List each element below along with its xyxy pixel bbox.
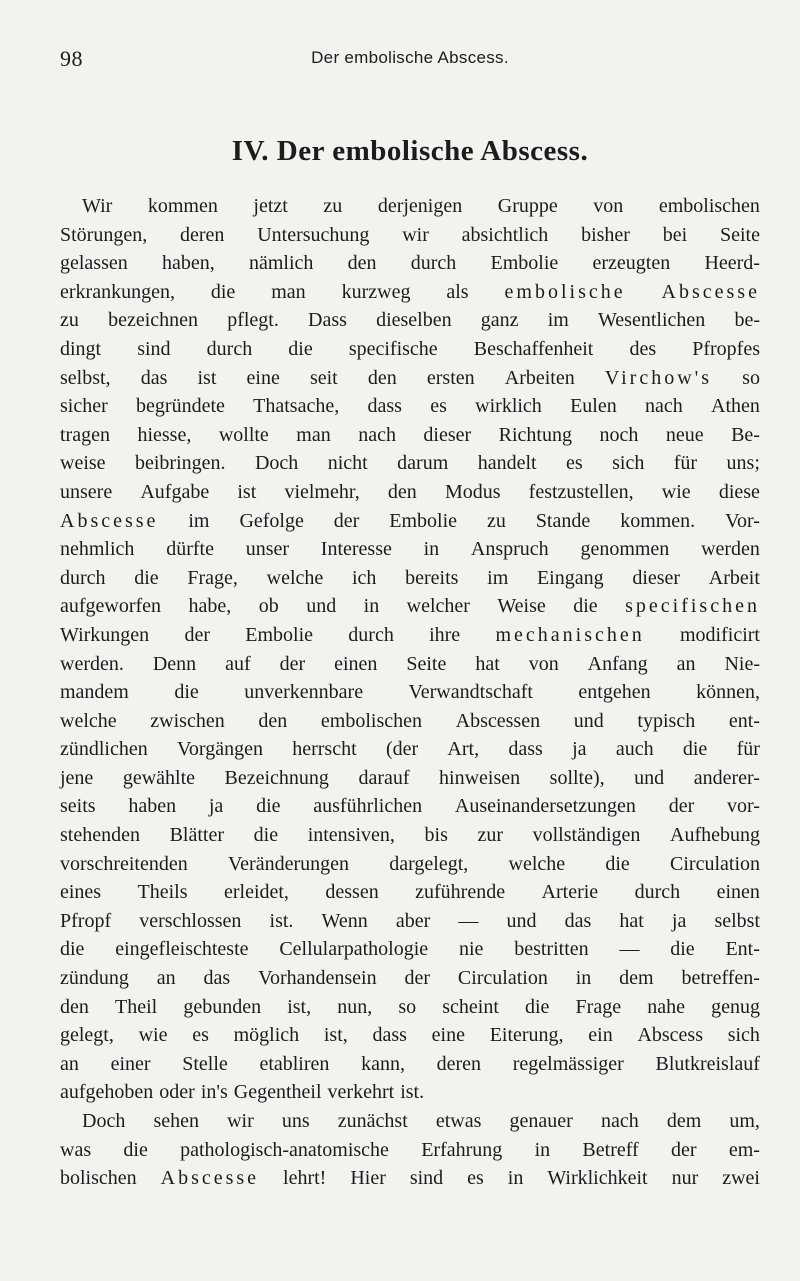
running-title: Der embolische Abscess.: [311, 48, 509, 67]
text-line: mandem die unverkennbare Verwandtschaft entgehen können,: [60, 681, 760, 704]
text-line: zündung an das Vorhandensein der Circulation in dem betreffen-: [60, 967, 760, 990]
text-line: weise beibringen. Doch nicht darum handelt es sich für uns;: [60, 452, 760, 475]
text-line: selbst, das ist eine seit den ersten Arbeiten Virchow's so: [60, 366, 760, 389]
text-line: welche zwischen den embolischen Abscessen und typisch ent-: [60, 709, 760, 732]
running-head: [60, 46, 760, 76]
text-line: tragen hiesse, wollte man nach dieser Richtung noch neue Be-: [60, 423, 760, 446]
text-line: was die pathologisch-anatomische Erfahrung in Betreff der em-: [60, 1138, 760, 1161]
text-line: werden. Denn auf der einen Seite hat von Anfang an Nie-: [60, 652, 760, 675]
text-line: Wir kommen jetzt zu derjenigen Gruppe von embolischen: [82, 195, 760, 217]
chapter-heading: IV. Der embolische Abscess.: [231, 135, 589, 167]
text-line: aufgehoben oder in's Gegentheil verkehrt ist.: [60, 1081, 425, 1104]
text-line: seits haben ja die ausführlichen Auseinandersetzungen der vor-: [60, 795, 760, 818]
text-line: sicher begründete Thatsache, dass es wirklich Eulen nach Athen: [60, 395, 760, 418]
text-line: eines Theils erleidet, dessen zuführende Arterie durch einen: [60, 881, 760, 904]
text-line: nehmlich dürfte unser Interesse in Anspruch genommen werden: [60, 538, 760, 561]
text-line: durch die Frage, welche ich bereits im Eingang dieser Arbeit: [60, 566, 760, 589]
text-line: gelegt, wie es möglich ist, dass eine Eiterung, ein Abscess sich: [60, 1024, 760, 1047]
text-line: erkrankungen, die man kurzweg als embolische Abscesse: [60, 280, 760, 303]
text-line: stehenden Blätter die intensiven, bis zur vollständigen Aufhebung: [60, 824, 760, 847]
text-line: die eingefleischteste Cellularpathologie nie bestritten — die Ent-: [60, 938, 760, 961]
text-line: zündlichen Vorgängen herrscht (der Art, dass ja auch die für: [60, 738, 760, 761]
text-line: den Theil gebunden ist, nun, so scheint die Frage nahe genug: [60, 995, 760, 1018]
text-line: Doch sehen wir uns zunächst etwas genauer nach dem um,: [82, 1110, 760, 1132]
text-line: vorschreitenden Veränderungen dargelegt, welche die Circulation: [60, 852, 760, 875]
text-line: gelassen haben, nämlich den durch Embolie erzeugten Heerd-: [60, 252, 760, 275]
text-line: bolischen Abscesse lehrt! Hier sind es in Wirklichkeit nur zwei: [60, 1167, 760, 1190]
text-line: Wirkungen der Embolie durch ihre mechanischen modificirt: [60, 623, 760, 646]
text-line: jene gewählte Bezeichnung darauf hinweisen sollte), und anderer-: [60, 766, 760, 789]
text-line: an einer Stelle etabliren kann, deren regelmässiger Blutkreislauf: [60, 1052, 760, 1075]
text-line: Störungen, deren Untersuchung wir absichtlich bisher bei Seite: [60, 223, 760, 246]
text-line: Pfropf verschlossen ist. Wenn aber — und das hat ja selbst: [60, 909, 760, 932]
body-text: [60, 192, 760, 1193]
text-line: aufgeworfen habe, ob und in welcher Weise die specifischen: [60, 595, 760, 618]
text-line: zu bezeichnen pflegt. Dass dieselben ganz im Wesentlichen be-: [60, 309, 760, 332]
page-number: 98: [60, 46, 83, 71]
text-line: Abscesse im Gefolge der Embolie zu Stande kommen. Vor-: [60, 509, 760, 532]
text-line: dingt sind durch die specifische Beschaffenheit des Pfropfes: [60, 337, 760, 360]
text-line: unsere Aufgabe ist vielmehr, den Modus festzustellen, wie diese: [60, 480, 760, 503]
